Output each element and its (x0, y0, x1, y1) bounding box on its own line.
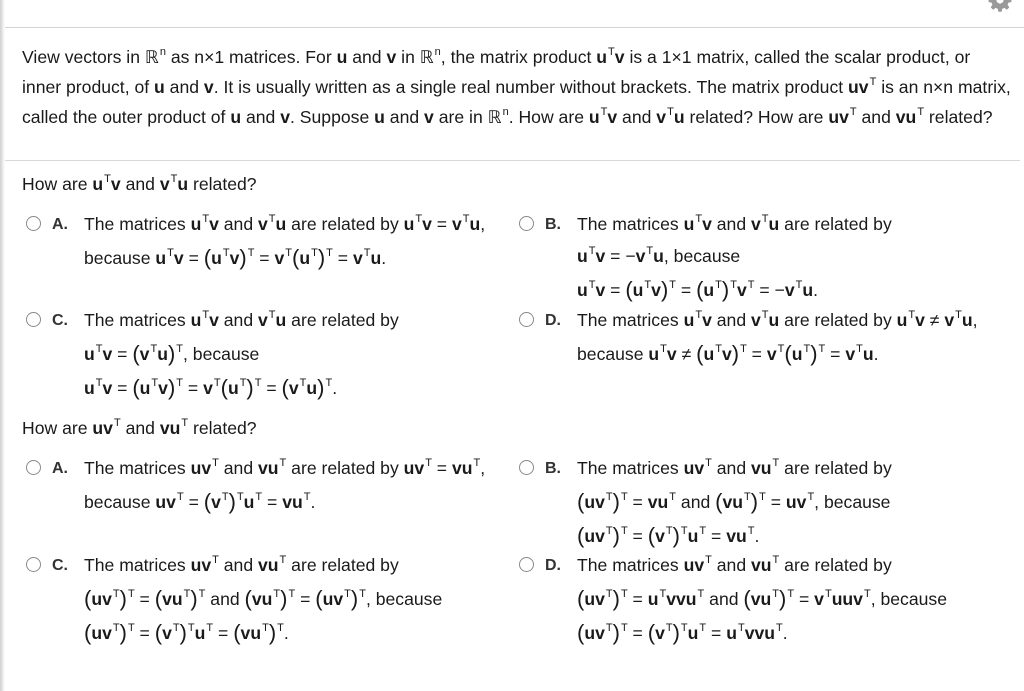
radio-button[interactable] (26, 460, 41, 475)
radio-button[interactable] (519, 557, 534, 572)
option-letter: D. (545, 557, 561, 574)
option-text: The matrices $u^Tv$ and $v^Tu$ are related by $u^Tv \ne v^Tu$, because $u^Tv \ne (u^Tv)^T = v^T(u^T)^T = v^Tu$. (577, 309, 978, 366)
part1-option-c[interactable] (26, 306, 506, 400)
part1-option-a[interactable] (26, 210, 506, 270)
left-edge (0, 0, 5, 691)
option-text: The matrices $uv^T$ and $vu^T$ are related by $(uv^T)^T = (vu^T)^T$ and $(vu^T)^T = (uv^T)^T$, because $(uv^T)^T = (v^T)^Tu^T = (vu^T)^T$. (84, 554, 443, 645)
part2-option-c[interactable] (26, 551, 506, 645)
option-text: The matrices $uv^T$ and $vu^T$ are related by $uv^T = vu^T$, because $uv^T = (v^T)^Tu^T = vu^T$. (84, 457, 486, 514)
part2-option-d[interactable] (519, 551, 1009, 645)
gear-icon[interactable] (988, 0, 1012, 12)
question-text: View vectors in ℝ$^n$ as n×1 matrices. For u and v in ℝ$^n$, the matrix product $u^Tv$ is a 1×1 matrix, called the scalar product, or inner product, of u and v. It is usually written as a single real number without brackets. The matrix product $uv^T$ is an n×n matrix, called the outer product of u and v. Suppose u and v are in ℝ$^n$. How are $u^Tv$ and $v^Tu$ related? How are $uv^T$ and $vu^T$ related? (22, 46, 1011, 127)
part2-option-a[interactable] (26, 454, 506, 514)
part1-option-d[interactable] (519, 306, 1009, 366)
option-letter: A. (52, 460, 68, 477)
option-text: The matrices $uv^T$ and $vu^T$ are related by $(uv^T)^T = u^Tvvu^T$ and $(vu^T)^T = v^Tuuv^T$, because $(uv^T)^T = (v^T)^Tu^T = u^Tvvu^T$. (577, 554, 947, 645)
part1-option-b[interactable] (519, 210, 1009, 300)
radio-button[interactable] (26, 216, 41, 231)
option-letter: C. (52, 557, 68, 574)
top-toolbar (5, 0, 1024, 28)
option-letter: B. (545, 216, 561, 233)
radio-button[interactable] (519, 216, 534, 231)
option-text: The matrices $u^Tv$ and $v^Tu$ are related by $u^Tv = v^Tu$, because $u^Tv = (u^Tv)^T = v^T(u^T)^T = v^Tu$. (84, 213, 486, 270)
option-text: The matrices $u^Tv$ and $v^Tu$ are related by $u^Tv = (v^Tu)^T$, because $u^Tv = (u^Tv)^T = v^T(u^T)^T = (v^Tu)^T$. (84, 309, 399, 400)
section-divider (5, 160, 1020, 161)
option-text: The matrices $u^Tv$ and $v^Tu$ are related by $u^Tv = -v^Tu$, because $u^Tv = (u^Tv)^T = (u^T)^Tv^T = -v^Tu$. (577, 213, 892, 302)
option-letter: D. (545, 312, 561, 329)
part2-prompt: How are $uv^T$ and $vu^T$ related? (22, 417, 257, 438)
option-text: The matrices $uv^T$ and $vu^T$ are related by $(uv^T)^T = vu^T$ and $(vu^T)^T = uv^T$, because $(uv^T)^T = (v^T)^Tu^T = vu^T$. (577, 457, 892, 548)
option-letter: C. (52, 312, 68, 329)
radio-button[interactable] (519, 460, 534, 475)
part1-prompt: How are $u^Tv$ and $v^Tu$ related? (22, 173, 257, 194)
part2-option-b[interactable] (519, 454, 1009, 548)
radio-button[interactable] (26, 312, 41, 327)
option-letter: A. (52, 216, 68, 233)
radio-button[interactable] (519, 312, 534, 327)
option-letter: B. (545, 460, 561, 477)
radio-button[interactable] (26, 557, 41, 572)
